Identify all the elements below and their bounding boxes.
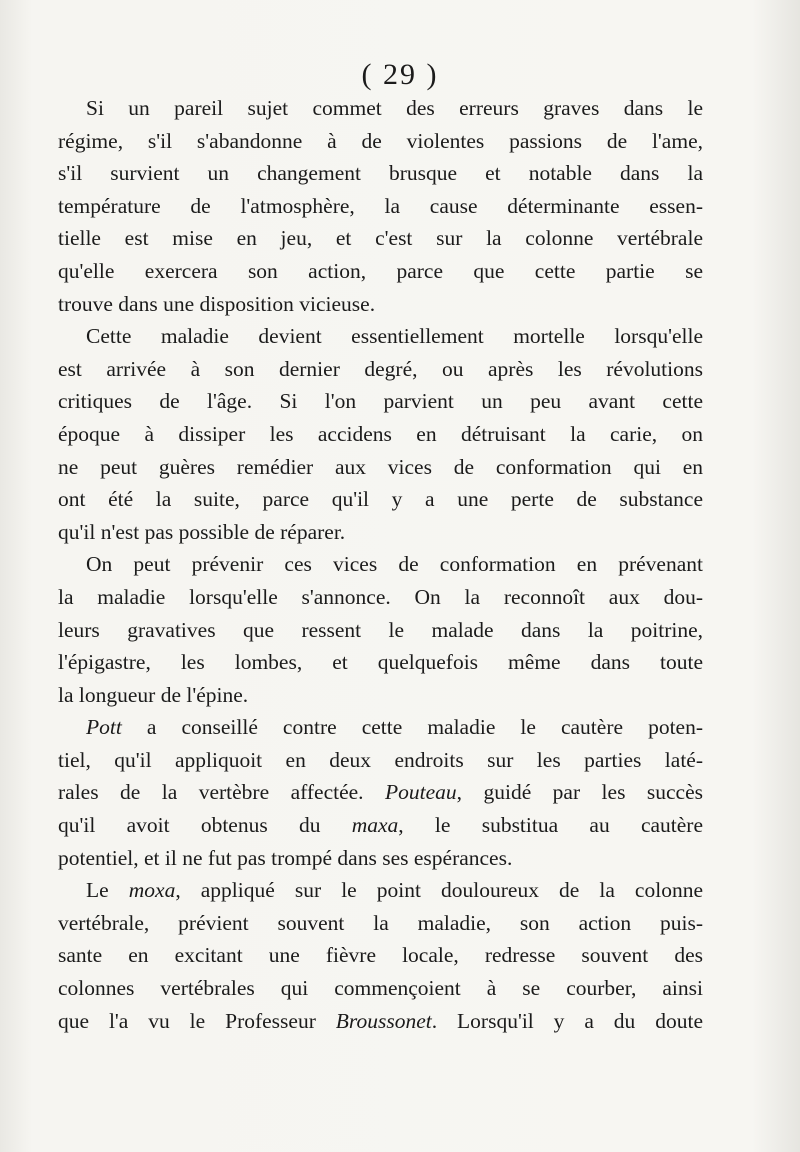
text-line: s'il survient un changement brusque et notable dans la [58, 161, 703, 186]
text-line: On peut prévenir ces vices de conformation en prévenant [86, 552, 703, 577]
text-line: ne peut guères remédier aux vices de conformation qui en [58, 454, 703, 479]
paragraph [58, 320, 703, 548]
text-line: leurs gravatives que ressent le malade dans la poitrine, [58, 617, 703, 642]
text-line: qu'il n'est pas possible de réparer. [58, 519, 346, 544]
italic-term: Pouteau [385, 780, 457, 805]
page-number: ( 29 ) [361, 58, 439, 91]
text-line: l'épigastre, les lombes, et quelquefois même dans toute [58, 650, 703, 675]
paragraph [58, 711, 703, 874]
text-line: vertébrale, prévient souvent la maladie, son action puis- [58, 910, 703, 935]
text-line: qu'il avoit obtenus du maxa, le substitua au cautère [58, 813, 703, 838]
text-line: régime, s'il s'abandonne à de violentes passions de l'ame, [58, 128, 703, 153]
text-line: ont été la suite, parce qu'il y a une perte de substance [58, 487, 703, 512]
text-line: Si un pareil sujet commet des erreurs graves dans le [86, 96, 703, 120]
paragraph [58, 548, 703, 711]
text-line: colonnes vertébrales qui commençoient à se courber, ainsi [58, 976, 703, 1001]
text-line: que l'a vu le Professeur Broussonet. Lorsqu'il y a du doute [58, 1008, 703, 1033]
text-line: Pott a conseillé contre cette maladie le cautère poten- [86, 715, 703, 740]
text-line: sante en excitant une fièvre locale, redresse souvent des [58, 943, 703, 968]
text-line: tiel, qu'il appliquoit en deux endroits sur les parties laté- [58, 747, 703, 772]
text-line: la longueur de l'épine. [58, 682, 249, 707]
text-line: température de l'atmosphère, la cause déterminante essen- [58, 193, 703, 218]
text-line: potentiel, et il ne fut pas trompé dans ses espérances. [58, 845, 513, 870]
text-line: est arrivée à son dernier degré, ou après les révolutions [58, 356, 703, 381]
text-line: rales de la vertèbre affectée. Pouteau, guidé par les succès [58, 780, 703, 805]
italic-term: maxa [351, 813, 399, 838]
paragraph [58, 92, 703, 320]
italic-term: Pott [86, 715, 122, 740]
text-line: Le moxa, appliqué sur le point douloureux de la colonne [86, 878, 703, 903]
text-line: critiques de l'âge. Si l'on parvient un peu avant cette [58, 389, 703, 414]
italic-term: Broussonet [335, 1008, 432, 1033]
italic-term: moxa [128, 878, 176, 903]
paragraph [58, 874, 703, 1037]
text-line: trouve dans une disposition vicieuse. [58, 291, 376, 316]
body-text [58, 92, 703, 1037]
text-line: qu'elle exercera son action, parce que cette partie se [58, 258, 703, 283]
text-line: la maladie lorsqu'elle s'annonce. On la reconnoît aux dou- [58, 584, 703, 609]
text-line: tielle est mise en jeu, et c'est sur la colonne vertébrale [58, 226, 703, 251]
text-line: époque à dissiper les accidens en détruisant la carie, on [58, 421, 703, 446]
text-line: Cette maladie devient essentiellement mortelle lorsqu'elle [86, 324, 703, 349]
